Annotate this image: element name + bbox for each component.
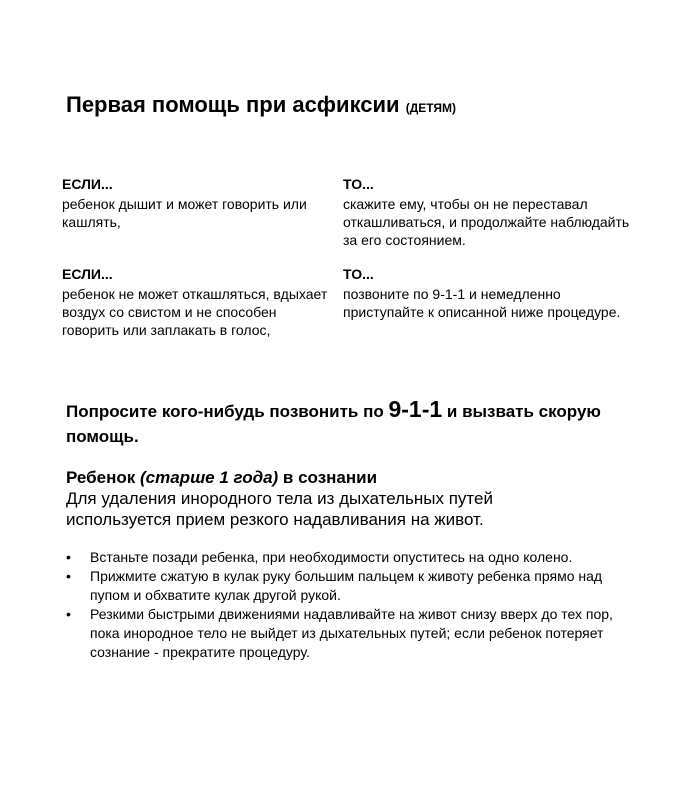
title-main: Первая помощь при асфиксии [66,92,400,117]
call-before: Попросите кого-нибудь позвонить по [66,402,389,421]
emergency-number: 9-1-1 [388,396,443,422]
section-title [66,467,377,489]
then-label: ТО... [343,266,374,282]
if-label: ЕСЛИ... [62,266,113,282]
section-title-c: в сознании [278,468,378,487]
bullet-icon: • [66,568,71,584]
if-label: ЕСЛИ... [62,176,113,192]
list-item [66,605,641,662]
bullet-icon: • [66,549,71,565]
then-text: скажите ему, чтобы он не переставал откашливаться, и продолжайте наблюдайть за его состоянием. [343,196,630,248]
if-block-1 [62,175,332,231]
if-text: ребенок дышит и может говорить или кашлять, [62,196,307,230]
if-block-2 [62,265,332,339]
steps-list [66,548,641,662]
then-label: ТО... [343,176,374,192]
section-title-age: (старше 1 года) [140,468,279,487]
step-text: Прижмите сжатую в кулак руку большим пальцем к животу ребенка прямо над пупом и обхватите кулак другой рукой. [90,568,603,603]
call-instruction [66,397,666,449]
list-item [66,548,641,567]
then-block-1 [343,175,643,249]
step-text: Встаньте позади ребенка, при необходимости опуститесь на одно колено. [90,549,573,565]
then-text: позвоните по 9-1-1 и немедленно приступайте к описанной ниже процедуре. [343,286,621,320]
section-text: Для удаления инородного тела из дыхательных путей используется прием резкого надавливания на живот. [66,489,493,529]
title-sub: (ДЕТЯМ) [405,101,457,115]
list-item [66,567,641,605]
step-text: Резкими быстрыми движениями надавливайте на живот снизу вверх до тех пор, пока инородное тело не выйдет из дыхательных путей; если ребенок потеряет сознание - прекратите процедуру. [90,606,613,660]
call-after: и вызвать скорую помощь. [66,402,601,446]
page-title [66,92,456,118]
then-block-2 [343,265,643,321]
bullet-icon: • [66,606,71,622]
section-title-a: Ребенок [66,468,140,487]
if-text: ребенок не может откашляться, вдыхает воздух со свистом и не способен говорить или заплакать в голос, [62,286,328,338]
